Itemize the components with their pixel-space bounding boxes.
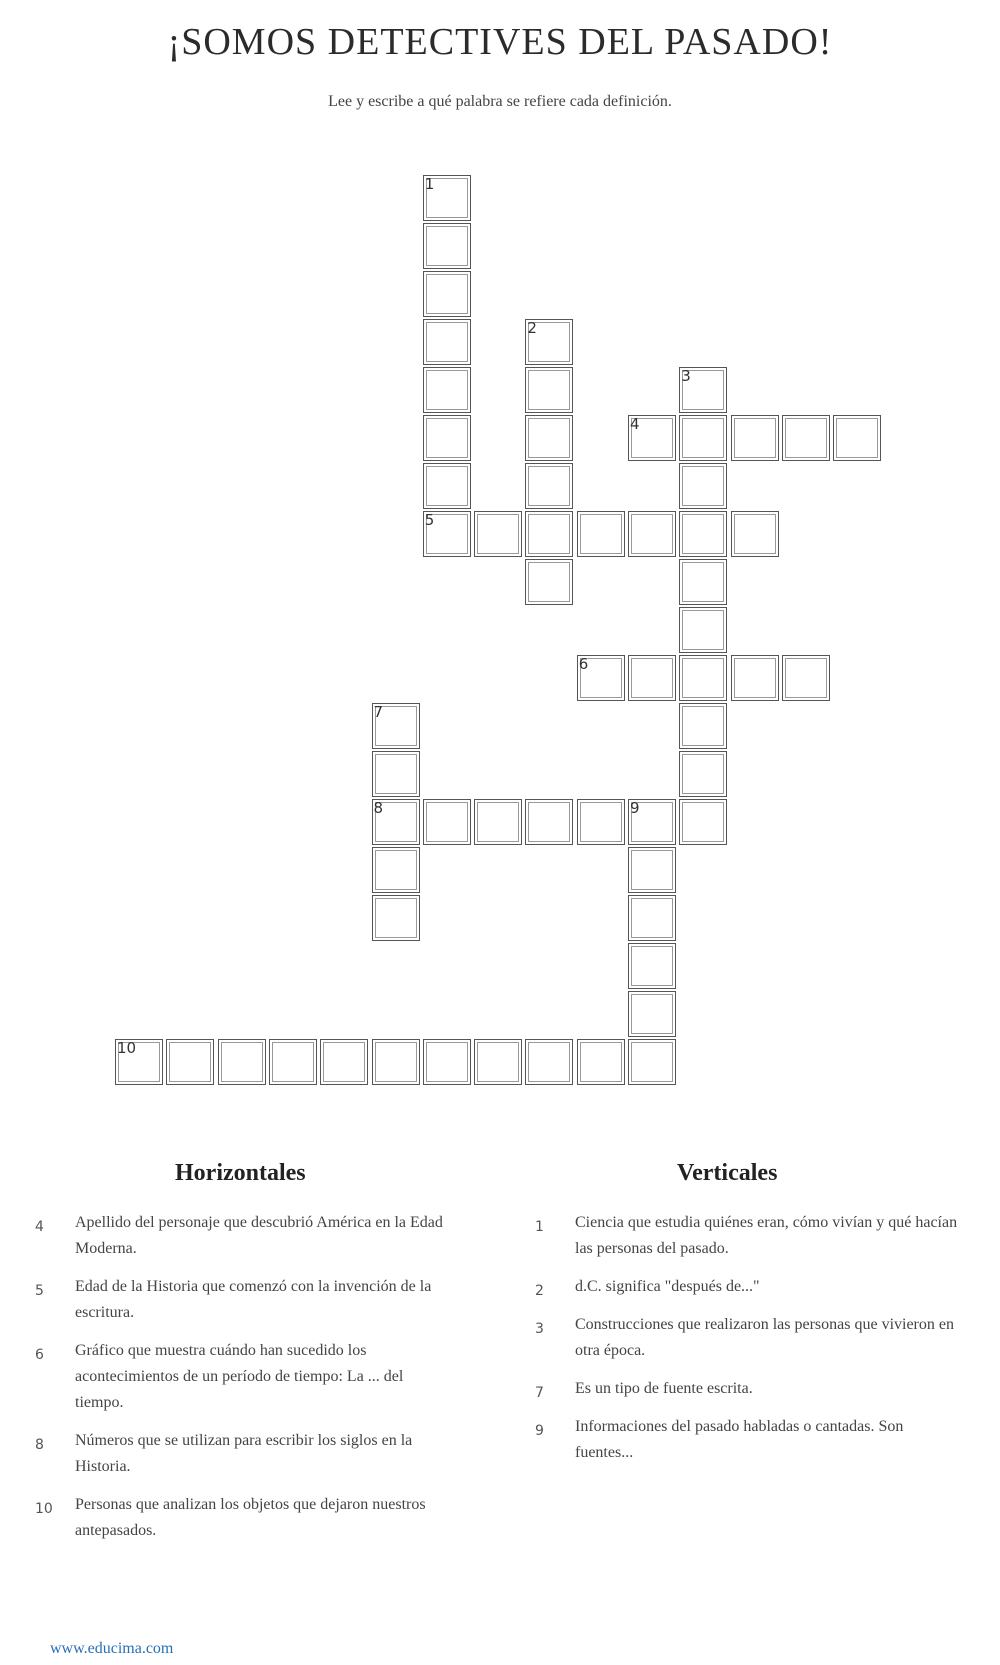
clue-item xyxy=(535,1414,965,1466)
crossword-cell[interactable] xyxy=(628,511,676,557)
crossword-cell[interactable] xyxy=(166,1039,214,1085)
crossword-cell[interactable] xyxy=(577,799,625,845)
clue-text: Números que se utilizan para escribir los siglos en la Historia. xyxy=(75,1432,413,1475)
crossword-cell[interactable] xyxy=(474,799,522,845)
clue-number: 7 xyxy=(373,703,384,721)
clue-item xyxy=(35,1492,455,1544)
verticales-clue-list xyxy=(535,1210,965,1478)
crossword-cell[interactable] xyxy=(525,415,573,461)
clue-text: d.C. significa "después de..." xyxy=(575,1278,760,1295)
crossword-cell[interactable] xyxy=(679,511,727,557)
clue-item xyxy=(35,1428,455,1480)
crossword-cell[interactable] xyxy=(679,799,727,845)
page-title: ¡SOMOS DETECTIVES DEL PASADO! xyxy=(167,21,833,63)
clue-text: Informaciones del pasado habladas o cantadas. Son fuentes... xyxy=(575,1418,904,1461)
crossword-cell[interactable] xyxy=(372,895,420,941)
horizontales-heading: Horizontales xyxy=(175,1160,306,1186)
clue-number: 6 xyxy=(578,655,589,673)
crossword-cell[interactable] xyxy=(525,367,573,413)
crossword-cell[interactable] xyxy=(423,271,471,317)
crossword-cell[interactable] xyxy=(782,415,830,461)
crossword-cell[interactable] xyxy=(628,991,676,1037)
clue-number: 7 xyxy=(535,1385,544,1401)
crossword-cell[interactable] xyxy=(423,1039,471,1085)
clue-number: 6 xyxy=(35,1347,44,1363)
clue-text: Ciencia que estudia quiénes eran, cómo vivían y qué hacían las personas del pasado. xyxy=(575,1214,958,1257)
crossword-cell[interactable] xyxy=(577,1039,625,1085)
clue-item xyxy=(35,1274,455,1326)
crossword-cell[interactable] xyxy=(628,415,676,461)
crossword-cell[interactable] xyxy=(423,415,471,461)
crossword-cell[interactable] xyxy=(628,943,676,989)
clue-number: 1 xyxy=(424,175,435,193)
clue-item xyxy=(35,1210,455,1262)
crossword-cell[interactable] xyxy=(320,1039,368,1085)
crossword-cell[interactable] xyxy=(474,511,522,557)
clue-text: Es un tipo de fuente escrita. xyxy=(575,1380,753,1397)
clue-item xyxy=(535,1312,965,1364)
crossword-cell[interactable] xyxy=(525,799,573,845)
clue-number: 9 xyxy=(535,1423,544,1439)
clue-text: Gráfico que muestra cuándo han sucedido los acontecimientos de un período de tiempo: La ... del tiempo. xyxy=(75,1342,404,1411)
crossword-cell[interactable] xyxy=(628,655,676,701)
crossword-cell[interactable] xyxy=(372,799,420,845)
crossword-cell[interactable] xyxy=(423,511,471,557)
crossword-cell[interactable] xyxy=(679,607,727,653)
crossword-cell[interactable] xyxy=(423,799,471,845)
crossword-cell[interactable] xyxy=(577,511,625,557)
crossword-cell[interactable] xyxy=(525,319,573,365)
clue-number: 1 xyxy=(535,1219,544,1235)
horizontales-clue-list xyxy=(35,1210,455,1556)
clue-text: Apellido del personaje que descubrió América en la Edad Moderna. xyxy=(75,1214,443,1257)
crossword-cell[interactable] xyxy=(628,847,676,893)
crossword-cell[interactable] xyxy=(679,655,727,701)
crossword-cell[interactable] xyxy=(782,655,830,701)
clue-number: 8 xyxy=(373,799,384,817)
clue-item xyxy=(535,1274,965,1300)
crossword-cell[interactable] xyxy=(423,463,471,509)
crossword-cell[interactable] xyxy=(372,751,420,797)
clue-number: 8 xyxy=(35,1437,44,1453)
clue-text: Edad de la Historia que comenzó con la invención de la escritura. xyxy=(75,1278,432,1321)
crossword-cell[interactable] xyxy=(525,511,573,557)
crossword-cell[interactable] xyxy=(679,751,727,797)
crossword-cell[interactable] xyxy=(731,415,779,461)
footer-link[interactable]: www.educima.com xyxy=(50,1640,174,1657)
crossword-cell[interactable] xyxy=(423,223,471,269)
crossword-cell[interactable] xyxy=(423,319,471,365)
crossword-cell[interactable] xyxy=(679,559,727,605)
crossword-cell[interactable] xyxy=(628,1039,676,1085)
crossword-cell[interactable] xyxy=(423,367,471,413)
crossword-cell[interactable] xyxy=(679,415,727,461)
crossword-cell[interactable] xyxy=(474,1039,522,1085)
clue-number: 5 xyxy=(35,1283,44,1299)
crossword-cell[interactable] xyxy=(679,463,727,509)
crossword-cell[interactable] xyxy=(525,559,573,605)
crossword-cell[interactable] xyxy=(731,655,779,701)
crossword-cell[interactable] xyxy=(833,415,881,461)
crossword-cell[interactable] xyxy=(679,703,727,749)
clue-number: 4 xyxy=(630,415,640,433)
clue-number: 2 xyxy=(535,1283,544,1299)
clue-item xyxy=(35,1338,455,1416)
crossword-cell[interactable] xyxy=(372,1039,420,1085)
crossword-cell[interactable] xyxy=(525,463,573,509)
clue-number: 3 xyxy=(535,1321,544,1337)
clue-number: 3 xyxy=(681,367,691,385)
crossword-cell[interactable] xyxy=(731,511,779,557)
clue-number: 10 xyxy=(35,1501,53,1517)
crossword-cell[interactable] xyxy=(679,367,727,413)
clue-number: 9 xyxy=(630,799,640,817)
crossword-cell[interactable] xyxy=(372,703,420,749)
clue-item xyxy=(535,1376,965,1402)
crossword-cell[interactable] xyxy=(628,895,676,941)
clue-number: 10 xyxy=(117,1039,137,1057)
instructions: Lee y escribe a qué palabra se refiere cada definición. xyxy=(328,93,672,110)
clue-number: 2 xyxy=(527,319,537,337)
crossword-cell[interactable] xyxy=(115,1039,163,1085)
clue-text: Construcciones que realizaron las personas que vivieron en otra época. xyxy=(575,1316,954,1359)
crossword-cell[interactable] xyxy=(269,1039,317,1085)
clue-item xyxy=(535,1210,965,1262)
crossword-cell[interactable] xyxy=(372,847,420,893)
crossword-cell[interactable] xyxy=(628,799,676,845)
crossword-cell[interactable] xyxy=(577,655,625,701)
crossword-cell[interactable] xyxy=(423,175,471,221)
clue-number: 4 xyxy=(35,1219,44,1235)
crossword-cell[interactable] xyxy=(525,1039,573,1085)
verticales-heading: Verticales xyxy=(677,1160,778,1186)
clue-text: Personas que analizan los objetos que dejaron nuestros antepasados. xyxy=(75,1496,426,1539)
crossword-cell[interactable] xyxy=(218,1039,266,1085)
clue-number: 5 xyxy=(424,511,435,529)
